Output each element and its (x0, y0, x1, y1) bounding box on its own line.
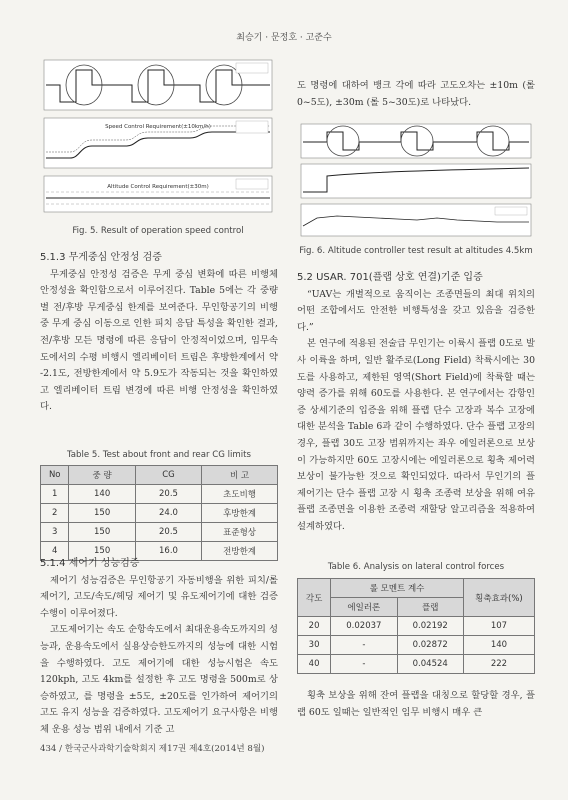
section-heading: 5.2 USAR. 701(플랩 상호 연결)기준 입증 (297, 272, 483, 283)
table-cell: 16.0 (135, 542, 201, 561)
column-header: 비 고 (202, 466, 278, 485)
table-cell: 20.5 (135, 523, 201, 542)
section-5-1-4 (40, 556, 278, 739)
paragraph: 도 명령에 대하여 뱅크 각에 따라 고도오차는 ±10m (롤 0~5도), ±30m (롤 5~30도)로 나타났다. (297, 80, 535, 108)
paragraph: 고도제어기는 속도 순항속도에서 최대운용속도까지의 성능과, 운용속도에서 실용상승한도까지의 성능에 대한 시험을 수행하였다. 고도 제어기에 대한 성능시험은 속도 120kph, 고도 4km를 설정한 후 고도 명령을 500m로 상승하였고, 를 명령을 ±5도, ±20도를 인가하여 제어기의 고도 유지 성능을 검증하였다. 고도제어기 요구사항은 비행체 운용 성능 범위 내에서 기준 고 (40, 624, 278, 735)
table-6 (297, 578, 535, 674)
table-cell: 전방한계 (202, 542, 278, 561)
table-cell: 30 (298, 636, 331, 655)
table-cell: 0.02037 (331, 617, 397, 636)
right-top-paragraph (297, 78, 535, 111)
table-cell: 140 (463, 636, 534, 655)
table-cell: 3 (41, 523, 69, 542)
table-row (298, 636, 535, 655)
section-5-1-3 (40, 250, 278, 416)
table-cell: 20.5 (135, 485, 201, 504)
column-header: 플랩 (397, 598, 463, 617)
running-header: 최승기 · 문정호 · 고준수 (236, 33, 332, 43)
quote-paragraph: “UAV는 개별적으로 움직이는 조종면들의 최대 위치의 어떤 조합에서도 안전한 비행특성을 갖고 있음을 검증한다.” (297, 288, 535, 333)
column-header: 에일러론 (331, 598, 397, 617)
page-footer: 434 / 한국군사과학기술학회지 제17권 제4호(2014년 8월) (40, 744, 265, 754)
paragraph: 본 연구에 적용된 전술급 무인기는 이륙시 플랩 0도로 발사 이륙을 하며, 일반 활주로(Long Field) 착륙시에는 30도를 사용하고, 제한된 영역(Short Field)에 착륙할 때는 양력 증가를 위해 60도를 사용한다. 본 연구에서는 감항인증 상세기준의 입증을 위해 플랩 단수 고장과 복수 고장에 대한 분석을 Table 6과 같이 수행하였다. 단수 플랩 고장의 경우, 플랩 30도 고장 범위까지는 좌우 에일러론으로 보상이 가능하지만 60도 고장시에는 에일러론으로 횡축 제어력 보상이 불가능한 것으로 확인되었다. 따라서 무인기의 플 제어기는 단수 플랩 고장 시 횡축 조종력 보상을 위해 여유 플랩 조종면을 이용한 조종력 재할당 알고리즘을 적용하여 설계하였다. (297, 338, 535, 532)
right-bottom-paragraph (297, 688, 535, 721)
table-cell: 4 (41, 542, 69, 561)
table-cell: 150 (69, 542, 135, 561)
table-header-row (298, 579, 535, 598)
speed-control-label: Speed Control Requirement(±10km/h) (105, 124, 211, 130)
figure-6-caption: Fig. 6. Altitude controller test result at altitudes 4.5km (299, 246, 533, 256)
table-cell: - (331, 655, 397, 674)
figure-5-plots (40, 58, 276, 218)
paragraph: 무게중심 안정성 검증은 무게 중심 변화에 따른 비행체 안정성을 확인함으로서 이루어진다. Table 5에는 각 중량별 전/후방 무게중심 한계를 보여준다. 무인항공기의 비행 중 무게 중심 이동으로 인한 피치 응답 특성을 확인한 결과, 전/후방 모든 명령에 따른 응답이 안정적이었으며, 임무속도에서의 수평 비행시 엘리베이터 트림은 후방한계에서 약 -2.1도, 전방한계에서 약 5.9도가 작동되는 것을 확인하였고 엘리베이터 트림 변경에 따른 비행 안정성을 확인하였다. (40, 268, 278, 413)
table-6-caption: Table 6. Analysis on lateral control forces (327, 562, 505, 572)
table-cell: 0.04524 (397, 655, 463, 674)
table-cell: 2 (41, 504, 69, 523)
table-5-caption: Table 5. Test about front and rear CG limits (66, 450, 252, 460)
table-5 (40, 465, 278, 561)
column-header: 중 량 (69, 466, 135, 485)
table-cell: 후방한계 (202, 504, 278, 523)
column-header: 각도 (298, 579, 331, 617)
table-cell: 107 (463, 617, 534, 636)
paragraph: 횡축 보상을 위해 잔여 플랩을 대칭으로 할당할 경우, 플랩 60도 일때는 일반적인 임무 비행시 매우 큰 (297, 690, 535, 718)
table-cell: 20 (298, 617, 331, 636)
altitude-control-label: Altitude Control Requirement(±30m) (107, 184, 209, 190)
table-cell: 0.02872 (397, 636, 463, 655)
table-row (41, 523, 278, 542)
section-heading: 5.1.3 무게중심 안정성 검증 (40, 252, 162, 263)
column-header: 롤 모멘트 계수 (331, 579, 464, 598)
column-header: 횡축효과(%) (463, 579, 534, 617)
table-cell: 0.02192 (397, 617, 463, 636)
table-cell: 표준형상 (202, 523, 278, 542)
table-cell: 150 (69, 504, 135, 523)
table-row (298, 617, 535, 636)
column-header: CG (135, 466, 201, 485)
column-header: No (41, 466, 69, 485)
table-cell: 초도비행 (202, 485, 278, 504)
section-heading: 5.1.4 제어기 성능검증 (40, 558, 140, 569)
table-row (41, 485, 278, 504)
table-cell: 40 (298, 655, 331, 674)
table-cell: 150 (69, 523, 135, 542)
section-5-2 (297, 270, 535, 536)
table-row (41, 504, 278, 523)
paragraph: 제어기 성능검증은 무인항공기 자동비행을 위한 피치/롤 제어기, 고도/속도/헤딩 제어기 및 유도제어기에 대한 검증 수행이 이루어졌다. (40, 574, 278, 619)
table-row (298, 655, 535, 674)
table-header-row (41, 466, 278, 485)
table-cell: 1 (41, 485, 69, 504)
table-cell: 24.0 (135, 504, 201, 523)
figure-6-plots (297, 122, 535, 240)
table-cell: 140 (69, 485, 135, 504)
table-cell: - (331, 636, 397, 655)
figure-5-caption: Fig. 5. Result of operation speed control (72, 226, 244, 236)
table-cell: 222 (463, 655, 534, 674)
